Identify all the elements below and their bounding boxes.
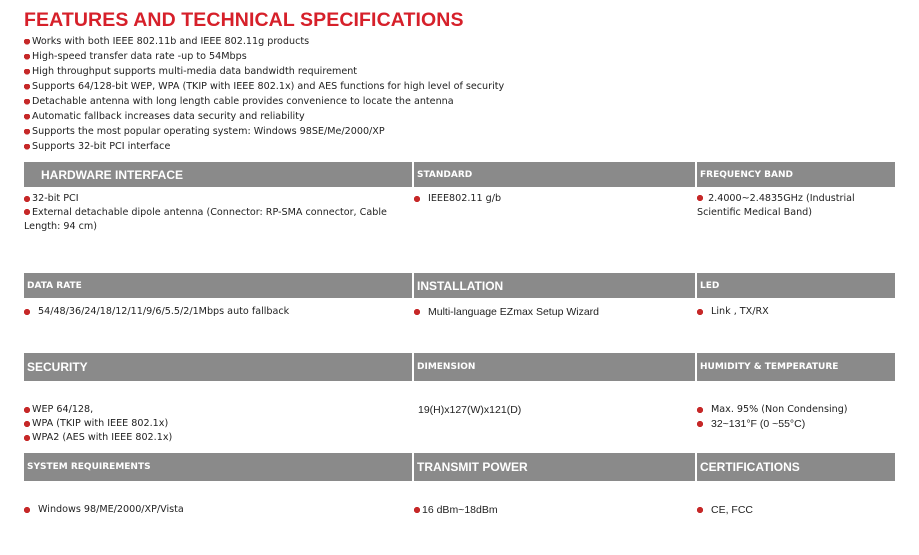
bullet-icon [24, 309, 30, 315]
bullet-icon [24, 144, 30, 150]
list-item: 2.4000~2.4835GHz (Industrial Scientific Medical Band) [697, 193, 855, 218]
header-installation: INSTALLATION [414, 273, 695, 298]
list-item: 32-bit PCI [24, 192, 409, 206]
header-standard: STANDARD [414, 162, 695, 187]
bullet-icon [24, 54, 30, 60]
bullet-icon [414, 196, 420, 202]
header-frequency-band: FREQUENCY BAND [697, 162, 895, 187]
humidity-temperature-content [697, 403, 895, 431]
dimension-value: 19(H)x127(W)x121(D) [418, 404, 522, 416]
bullet-icon [697, 507, 703, 513]
led-content [697, 305, 895, 319]
bullet-icon [24, 209, 30, 215]
list-item: Automatic fallback increases data security and reliability [24, 109, 504, 124]
list-item: Supports 32-bit PCI interface [24, 139, 504, 154]
list-item: High throughput supports multi-media data bandwidth requirement [24, 64, 504, 79]
list-item: WPA (TKIP with IEEE 802.1x) [24, 417, 409, 431]
list-item: 32~131°F (0 ~55°C) [697, 417, 895, 431]
list-item: Detachable antenna with long length cable provides convenience to locate the antenna [24, 94, 504, 109]
list-item: Supports the most popular operating system: Windows 98SE/Me/2000/XP [24, 124, 504, 139]
certifications-content [697, 503, 895, 517]
list-item: Link , TX/RX [697, 305, 895, 319]
bullet-icon [24, 114, 30, 120]
bullet-icon [24, 435, 30, 441]
bullet-icon [24, 39, 30, 45]
list-item: High-speed transfer data rate -up to 54Mbps [24, 49, 504, 64]
installation-content [414, 305, 692, 319]
list-item: CE, FCC [697, 503, 895, 517]
bullet-icon [24, 507, 30, 513]
list-item: IEEE802.11 g/b [414, 192, 692, 206]
bullet-icon [24, 407, 30, 413]
header-certifications: CERTIFICATIONS [697, 453, 895, 481]
bullet-icon [24, 129, 30, 135]
list-item: WPA2 (AES with IEEE 802.1x) [24, 431, 409, 445]
features-list [24, 34, 504, 154]
page-title: FEATURES AND TECHNICAL SPECIFICATIONS [24, 9, 464, 31]
bullet-icon [24, 84, 30, 90]
data-rate-content [24, 305, 409, 319]
hardware-interface-content [24, 192, 409, 234]
header-security: SECURITY [24, 353, 412, 381]
bullet-icon [24, 196, 30, 202]
list-item: Multi-language EZmax Setup Wizard [414, 305, 692, 319]
bullet-icon [697, 309, 703, 315]
header-humidity-temperature: HUMIDITY & TEMPERATURE [697, 353, 895, 381]
list-item: Max. 95% (Non Condensing) [697, 403, 895, 417]
bullet-icon [24, 99, 30, 105]
security-content [24, 403, 409, 445]
list-item: Supports 64/128-bit WEP, WPA (TKIP with IEEE 802.1x) and AES functions for high level of security [24, 79, 504, 94]
transmit-power-content [414, 503, 692, 517]
list-item: 16 dBm~18dBm [414, 503, 692, 517]
list-item: Works with both IEEE 802.11b and IEEE 802.11g products [24, 34, 504, 49]
bullet-icon [697, 407, 703, 413]
header-dimension: DIMENSION [414, 353, 695, 381]
header-hardware-interface: HARDWARE INTERFACE [24, 162, 412, 187]
bullet-icon [697, 195, 703, 201]
list-item: 54/48/36/24/18/12/11/9/6/5.5/2/1Mbps auto fallback [24, 305, 409, 319]
frequency-band-content [697, 192, 895, 220]
bullet-icon [414, 507, 420, 513]
bullet-icon [697, 421, 703, 427]
list-item: Windows 98/ME/2000/XP/Vista [24, 503, 409, 517]
header-system-requirements: SYSTEM REQUIREMENTS [24, 453, 412, 481]
header-data-rate: DATA RATE [24, 273, 412, 298]
system-requirements-content [24, 503, 409, 517]
header-led: LED [697, 273, 895, 298]
bullet-icon [24, 69, 30, 75]
list-item: External detachable dipole antenna (Connector: RP-SMA connector, Cable Length: 94 cm) [24, 207, 387, 232]
list-item: WEP 64/128, [24, 403, 409, 417]
header-transmit-power: TRANSMIT POWER [414, 453, 695, 481]
bullet-icon [24, 421, 30, 427]
standard-content [414, 192, 692, 206]
bullet-icon [414, 309, 420, 315]
